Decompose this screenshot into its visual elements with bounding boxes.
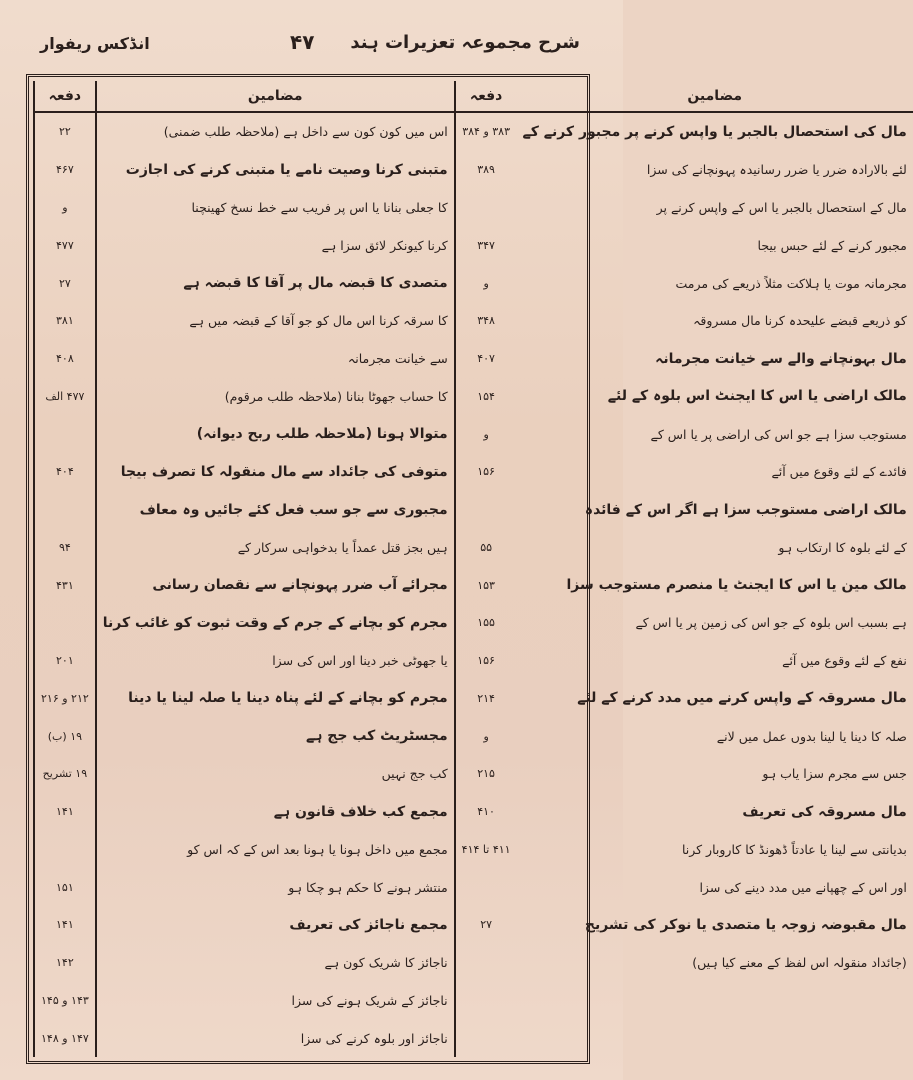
- left-subject-cell: مجمع ناجائز کی تعریف: [96, 906, 455, 944]
- right-subject-cell: بدیانتی سے لینا یا عادتاً ڈھونڈ کا کاروبار کرنا: [681, 841, 907, 857]
- right-section-cell: [455, 491, 517, 529]
- right-subject-cell: مجبور کرنے کے لئے حبس بیجا: [757, 237, 907, 253]
- index-row: [34, 830, 913, 868]
- index-frame: [26, 74, 907, 1064]
- left-subject-cell: کا حساب جھوٹا بنانا (ملاحظہ طلب مرقوم): [96, 377, 455, 415]
- right-subject-cell: مال بہونچانے والے سے خیانت مجرمانہ: [655, 350, 907, 367]
- index-row: [34, 189, 913, 227]
- left-section-cell: ۴۶۷: [34, 151, 96, 189]
- left-subject-cell: مجمع کب خلاف قانون ہے: [96, 793, 455, 831]
- right-subject-cell: لئے بالارادہ ضرر یا ضرر رسانیدہ پہونچانے کی سزا: [646, 162, 907, 178]
- left-subject-cell: منتشر ہونے کا حکم ہو چکا ہو: [96, 868, 455, 906]
- index-row: [34, 226, 913, 264]
- left-subject-cell: اس میں کون کون سے داخل ہے (ملاحظہ طلب ضمنی): [96, 112, 455, 151]
- left-subject-cell: مجرائے آب ضرر پہونچانے سے نقصان رسانی: [96, 566, 455, 604]
- left-subject-cell: مجمع میں داخل ہونا یا ہونا بعد اس کے کہ اس کو: [96, 830, 455, 868]
- left-section-cell: ۹۴: [34, 528, 96, 566]
- right-subject-cell: [517, 1019, 913, 1057]
- right-subject-cell: مال مسروقہ کی تعریف: [742, 803, 907, 820]
- right-section-cell: [455, 944, 517, 982]
- left-section-cell: [34, 415, 96, 453]
- right-section-cell: ۵۵: [455, 528, 517, 566]
- right-section-cell: ۱۵۳: [455, 566, 517, 604]
- right-section-cell: [455, 1019, 517, 1057]
- left-section-cell: ۱۹ (ب): [34, 717, 96, 755]
- left-section-cell: [34, 604, 96, 642]
- left-section-cell: ۱۵۱: [34, 868, 96, 906]
- right-subject-cell: مجرمانہ موت یا ہلاکت مثلاً ذریعے کی مرمت: [675, 275, 907, 291]
- left-subject-cell: سے خیانت مجرمانہ: [96, 340, 455, 378]
- left-section-cell: ۱۹ تشریح: [34, 755, 96, 793]
- right-section-cell: ۳۴۸: [455, 302, 517, 340]
- right-section-cell: ۴۱۰: [455, 793, 517, 831]
- index-row: [34, 642, 913, 680]
- left-subject-cell: کا سرقہ کرنا اس مال کو جو آقا کے قبضہ میں ہے: [96, 302, 455, 340]
- left-section-cell: ۴۷۷ الف: [34, 377, 96, 415]
- index-row: [34, 302, 913, 340]
- right-subject-cell: صلہ کا دینا یا لینا بدوں عمل میں لانے: [716, 728, 907, 744]
- right-section-cell: و: [455, 415, 517, 453]
- index-row: [34, 566, 913, 604]
- index-row: [34, 453, 913, 491]
- index-row: [34, 981, 913, 1019]
- right-subject-cell: نفع کے لئے وقوع میں آئے: [782, 653, 907, 669]
- left-section-cell: ۱۴۱: [34, 793, 96, 831]
- right-section-cell: و: [455, 264, 517, 302]
- right-subject-cell: ہے بسبب اس بلوہ کے جو اس کی زمین پر یا اس کے: [635, 615, 907, 631]
- left-section-cell: [34, 830, 96, 868]
- left-section-cell: [34, 491, 96, 529]
- subject-header-left: مضامین: [96, 81, 455, 112]
- index-row: [34, 377, 913, 415]
- index-row: [34, 717, 913, 755]
- index-row: [34, 491, 913, 529]
- left-subject-cell: کا جعلی بنانا یا اس پر فریب سے خط نسخ کھینچنا: [96, 189, 455, 227]
- left-subject-cell: کرنا کیونکر لائق سزا ہے: [96, 226, 455, 264]
- index-row: [34, 151, 913, 189]
- right-subject-cell: مال مقبوضہ زوجہ یا متصدی یا نوکر کی تشریح: [584, 916, 907, 933]
- right-section-cell: ۴۰۷: [455, 340, 517, 378]
- left-subject-cell: ناجائز کا شریک کون ہے: [96, 944, 455, 982]
- left-section-cell: ۴۷۷: [34, 226, 96, 264]
- book-title: شرح مجموعہ تعزیرات ہند: [350, 32, 580, 53]
- right-subject-cell: مالک اراضی یا اس کا ایجنٹ اس بلوہ کے لئے: [607, 388, 907, 405]
- right-section-cell: ۳۴۷: [455, 226, 517, 264]
- left-subject-cell: مجرم کو بچانے کے لئے پناہ دینا یا صلہ لینا یا دینا: [96, 679, 455, 717]
- right-subject-cell: مال کی استحصال بالجبر یا واپس کرنے پر مجبور کرنے کے: [522, 123, 907, 140]
- section-title: انڈکس ریفوار: [40, 34, 150, 53]
- section-header-right: دفعہ: [455, 81, 517, 112]
- right-section-cell: ۲۱۵: [455, 755, 517, 793]
- index-table: [33, 81, 913, 1057]
- right-subject-cell: اور اس کے چھپانے میں مدد دینے کی سزا: [699, 879, 907, 895]
- right-subject-cell: (جائداد منقولہ اس لفظ کے معنے کیا ہیں): [692, 955, 907, 971]
- index-row: [34, 415, 913, 453]
- left-subject-cell: یا جھوٹی خبر دینا اور اس کی سزا: [96, 642, 455, 680]
- left-section-cell: ۴۳۱: [34, 566, 96, 604]
- right-subject-cell: فائدے کے لئے وقوع میں آئے: [771, 464, 907, 480]
- running-header: [40, 30, 580, 70]
- index-body: [34, 112, 913, 1057]
- right-section-cell: ۳۸۳ و ۳۸۴: [455, 112, 517, 151]
- left-section-cell: ۱۴۳ و ۱۴۵: [34, 981, 96, 1019]
- index-row: [34, 604, 913, 642]
- index-row: [34, 944, 913, 982]
- right-section-cell: و: [455, 717, 517, 755]
- left-section-cell: ۲۷: [34, 264, 96, 302]
- right-section-cell: [455, 981, 517, 1019]
- right-section-cell: ۳۸۹: [455, 151, 517, 189]
- section-header-left: دفعہ: [34, 81, 96, 112]
- left-subject-cell: متبنی کرنا وصیت نامے یا متبنی کرنے کی اجازت: [96, 151, 455, 189]
- right-section-cell: [455, 189, 517, 227]
- right-section-cell: ۱۵۴: [455, 377, 517, 415]
- left-subject-cell: ہیں بجز قتل عمداً یا بدخواہی سرکار کے: [96, 528, 455, 566]
- left-subject-cell: مجرم کو بچانے کے جرم کے وقت ثبوت کو غائب کرنا: [96, 604, 455, 642]
- left-section-cell: و: [34, 189, 96, 227]
- left-section-cell: ۳۸۱: [34, 302, 96, 340]
- subject-header-right: مضامین: [517, 81, 913, 112]
- right-subject-cell: [517, 981, 913, 1019]
- index-row: [34, 112, 913, 151]
- index-row: [34, 679, 913, 717]
- left-subject-cell: مجبوری سے جو سب فعل کئے جائیں وہ معاف: [96, 491, 455, 529]
- left-subject-cell: متوفی کی جائداد سے مال منقولہ کا تصرف بیجا: [96, 453, 455, 491]
- right-subject-cell: مالک اراضی مستوجب سزا ہے اگر اس کے فائدہ: [584, 501, 907, 518]
- left-subject-cell: ناجائز کے شریک ہونے کی سزا: [96, 981, 455, 1019]
- left-subject-cell: متوالا ہونا (ملاحظہ طلب ربح دیوانہ): [96, 415, 455, 453]
- left-section-cell: ۲۲: [34, 112, 96, 151]
- index-row: [34, 755, 913, 793]
- right-section-cell: ۱۵۵: [455, 604, 517, 642]
- right-subject-cell: جس سے مجرم سزا یاب ہو: [762, 766, 907, 782]
- index-row: [34, 340, 913, 378]
- index-row: [34, 264, 913, 302]
- right-subject-cell: مستوجب سزا ہے جو اس کی اراضی پر یا اس کے: [650, 426, 907, 442]
- index-header-row: [34, 81, 913, 112]
- right-section-cell: [455, 868, 517, 906]
- left-subject-cell: کب جج نہیں: [96, 755, 455, 793]
- right-subject-cell: کے لئے بلوہ کا ارتکاب ہو: [778, 539, 907, 555]
- right-section-cell: ۱۵۶: [455, 642, 517, 680]
- left-section-cell: ۱۴۷ و ۱۴۸: [34, 1019, 96, 1057]
- right-subject-cell: مال کے استحصال بالجبر یا اس کے واپس کرنے پر: [656, 200, 907, 216]
- right-section-cell: ۲۷: [455, 906, 517, 944]
- index-row: [34, 868, 913, 906]
- right-section-cell: ۱۵۶: [455, 453, 517, 491]
- left-section-cell: ۴۰۴: [34, 453, 96, 491]
- right-section-cell: ۲۱۴: [455, 679, 517, 717]
- left-subject-cell: ناجائز اور بلوہ کرنے کی سزا: [96, 1019, 455, 1057]
- left-subject-cell: متصدی کا قبضہ مال پر آقا کا قبضہ ہے: [96, 264, 455, 302]
- left-section-cell: ۲۰۱: [34, 642, 96, 680]
- right-subject-cell: کو ذریعے قبضے علیحدہ کرنا مال مسروقہ: [693, 313, 907, 329]
- index-row: [34, 528, 913, 566]
- index-row: [34, 793, 913, 831]
- index-row: [34, 906, 913, 944]
- right-section-cell: ۴۱۱ تا ۴۱۴: [455, 830, 517, 868]
- left-section-cell: ۲۱۲ و ۲۱۶: [34, 679, 96, 717]
- page-number: ۴۷: [290, 30, 315, 54]
- left-section-cell: ۱۴۲: [34, 944, 96, 982]
- index-row: [34, 1019, 913, 1057]
- right-subject-cell: مال مسروقہ کے واپس کرنے میں مدد کرنے کے لئے: [577, 690, 907, 707]
- left-section-cell: ۱۴۱: [34, 906, 96, 944]
- left-section-cell: ۴۰۸: [34, 340, 96, 378]
- right-subject-cell: مالک مین یا اس کا ایجنٹ یا منصرم مستوجب سزا: [566, 577, 907, 594]
- left-subject-cell: مجسٹریٹ کب جج ہے: [96, 717, 455, 755]
